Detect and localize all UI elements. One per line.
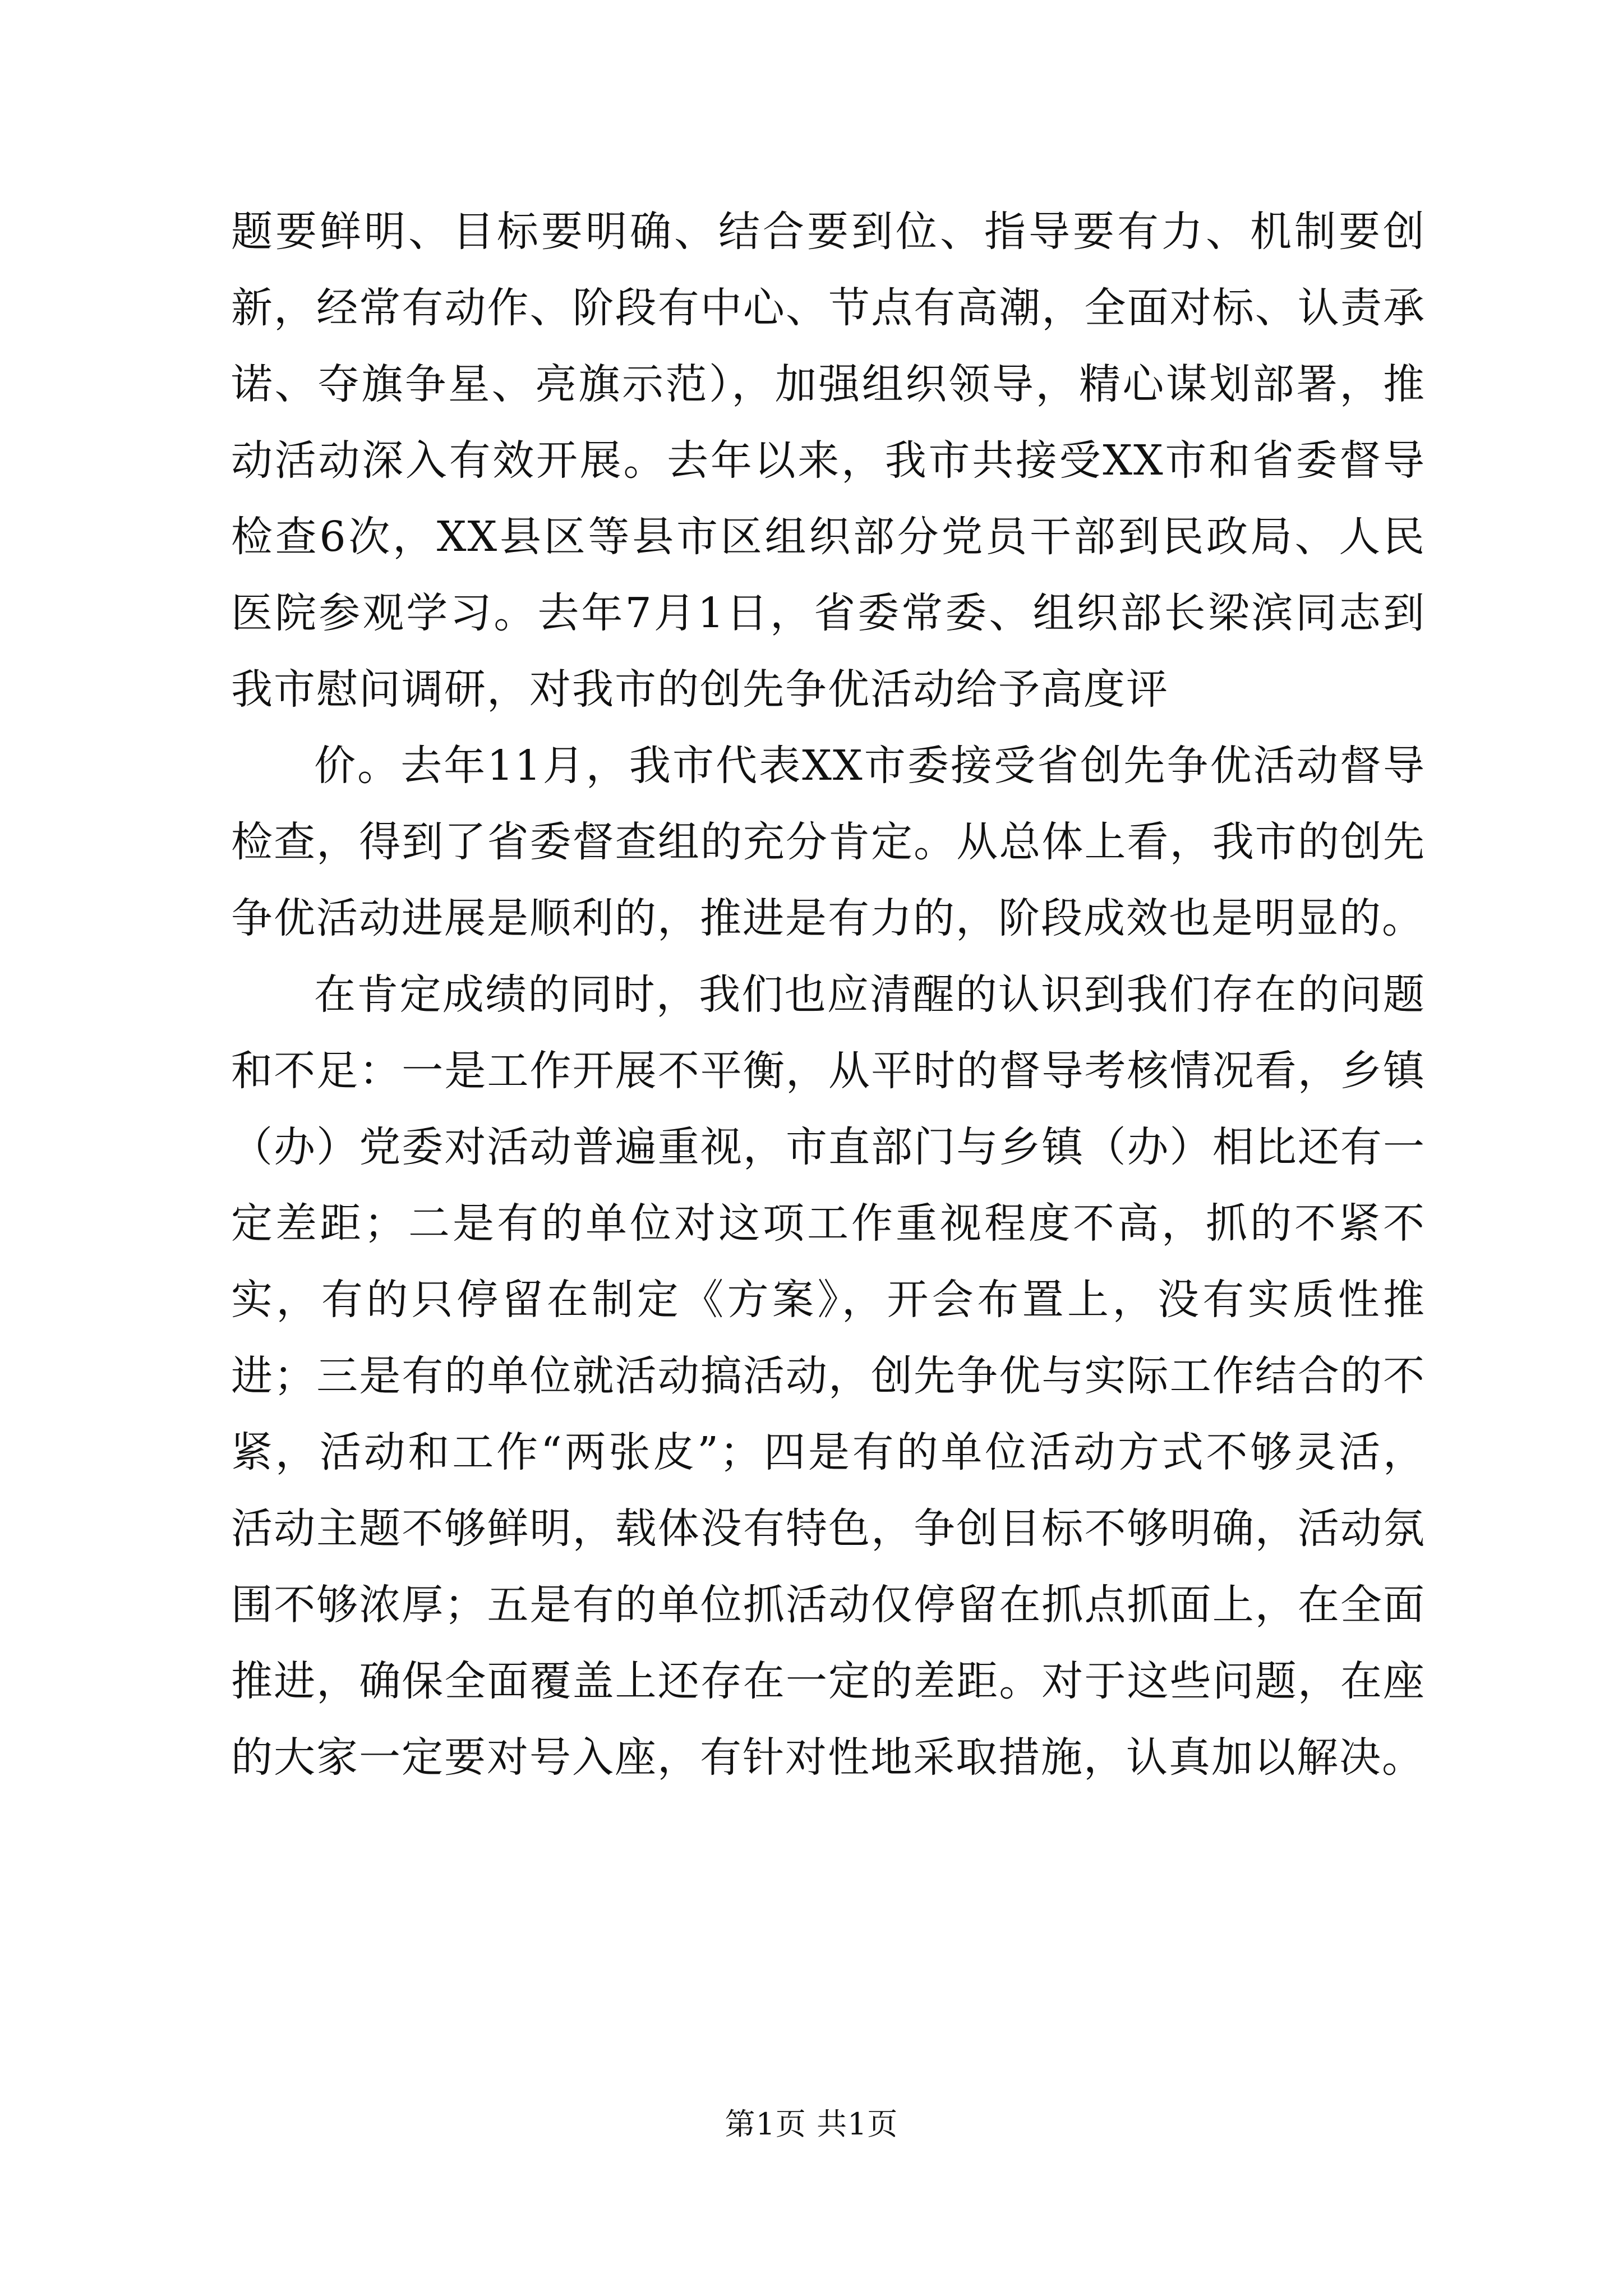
page-number: 第1页 共1页 [725,2106,898,2142]
page-footer [0,2105,1623,2144]
paragraph-1: 题要鲜明、目标要明确、结合要到位、指导要有力、机制要创新，经常有动作、阶段有中心、节点有高潮，全面对标、认责承诺、夺旗争星、亮旗示范），加强组织领导，精心谋划部署，推动活动深入有效开展。去年以来，我市共接受XX市和省委督导检查6次，XX县区等县市区组织部分党员干部到民政局、人民医院参观学习。去年7月1日，省委常委、组织部长梁滨同志到我市慰问调研，对我市的创先争优活动给予高度评 [231,208,1426,714]
paragraph-2: 价。去年11月，我市代表XX市委接受省创先争优活动督导检查，得到了省委督查组的充分肯定。从总体上看，我市的创先争优活动进展是顺利的，推进是有力的，阶段成效也是明显的。 [231,742,1426,942]
document-body [231,194,1426,1796]
paragraph-3: 在肯定成绩的同时，我们也应清醒的认识到我们存在的问题和不足：一是工作开展不平衡，从平时的督导考核情况看，乡镇（办）党委对活动普遍重视，市直部门与乡镇（办）相比还有一定差距；二是有的单位对这项工作重视程度不高，抓的不紧不实，有的只停留在制定《方案》，开会布置上，没有实质性推进；三是有的单位就活动搞活动，创先争优与实际工作结合的不紧，活动和工作“两张皮”；四是有的单位活动方式不够灵活，活动主题不够鲜明，载体没有特色，争创目标不够明确，活动氛围不够浓厚；五是有的单位抓活动仅停留在抓点抓面上，在全面推进，确保全面覆盖上还存在一定的差距。对于这些问题，在座的大家一定要对号入座，有针对性地采取措施，认真加以解决。 [231,970,1426,1782]
